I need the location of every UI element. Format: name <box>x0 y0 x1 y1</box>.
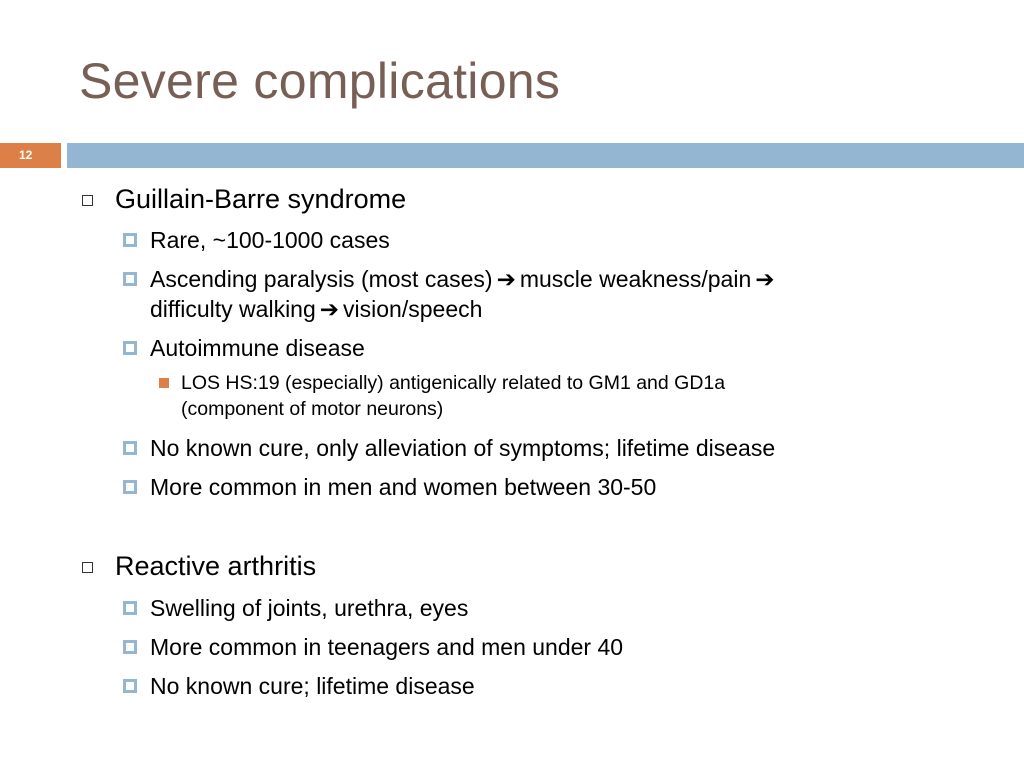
text-ascending-paralysis: Ascending paralysis (most cases) <box>150 266 493 292</box>
text-vision-speech: vision/speech <box>343 296 483 322</box>
right-arrow-icon: ➔ <box>319 297 340 323</box>
bullet-ascending-paralysis-line2 <box>150 296 482 323</box>
bullet-more-common-30-50: More common in men and women between 30-50 <box>150 474 657 500</box>
text-difficulty-walking: difficulty walking <box>150 296 316 322</box>
slide-title: Severe complications <box>79 53 561 109</box>
square-bullet-icon <box>123 441 137 455</box>
bullet-autoimmune-disease: Autoimmune disease <box>150 335 365 361</box>
right-arrow-icon: ➔ <box>755 267 775 293</box>
bullet-lifetime-disease: No known cure; lifetime disease <box>150 673 475 699</box>
bullet-teenagers-men: More common in teenagers and men under 40 <box>150 634 624 660</box>
filled-square-bullet-icon <box>159 378 169 388</box>
right-arrow-icon: ➔ <box>496 267 516 293</box>
square-bullet-icon <box>123 272 137 286</box>
square-bullet-icon <box>123 601 137 615</box>
square-bullet-icon <box>123 480 137 494</box>
hollow-square-bullet-icon <box>82 562 93 573</box>
square-bullet-icon <box>123 341 137 355</box>
square-bullet-icon <box>123 233 137 247</box>
section-heading-reactive-arthritis: Reactive arthritis <box>115 551 317 581</box>
hollow-square-bullet-icon <box>82 195 93 206</box>
section-heading-guillain-barre: Guillain-Barre syndrome <box>115 184 407 214</box>
bullet-no-known-cure: No known cure, only alleviation of symptoms; lifetime disease <box>150 435 776 461</box>
bullet-rare-cases: Rare, ~100-1000 cases <box>150 227 390 253</box>
square-bullet-icon <box>123 679 137 693</box>
sub-bullet-los-line2: (component of motor neurons) <box>181 398 444 420</box>
text-muscle-weakness: muscle weakness/pain <box>519 266 752 292</box>
slide-number-badge: 12 <box>0 143 61 168</box>
sub-bullet-los-line1: LOS HS:19 (especially) antigenically related to GM1 and GD1a <box>181 372 726 394</box>
square-bullet-icon <box>123 640 137 654</box>
bullet-ascending-paralysis-line1 <box>150 266 779 293</box>
bullet-swelling: Swelling of joints, urethra, eyes <box>150 595 469 621</box>
